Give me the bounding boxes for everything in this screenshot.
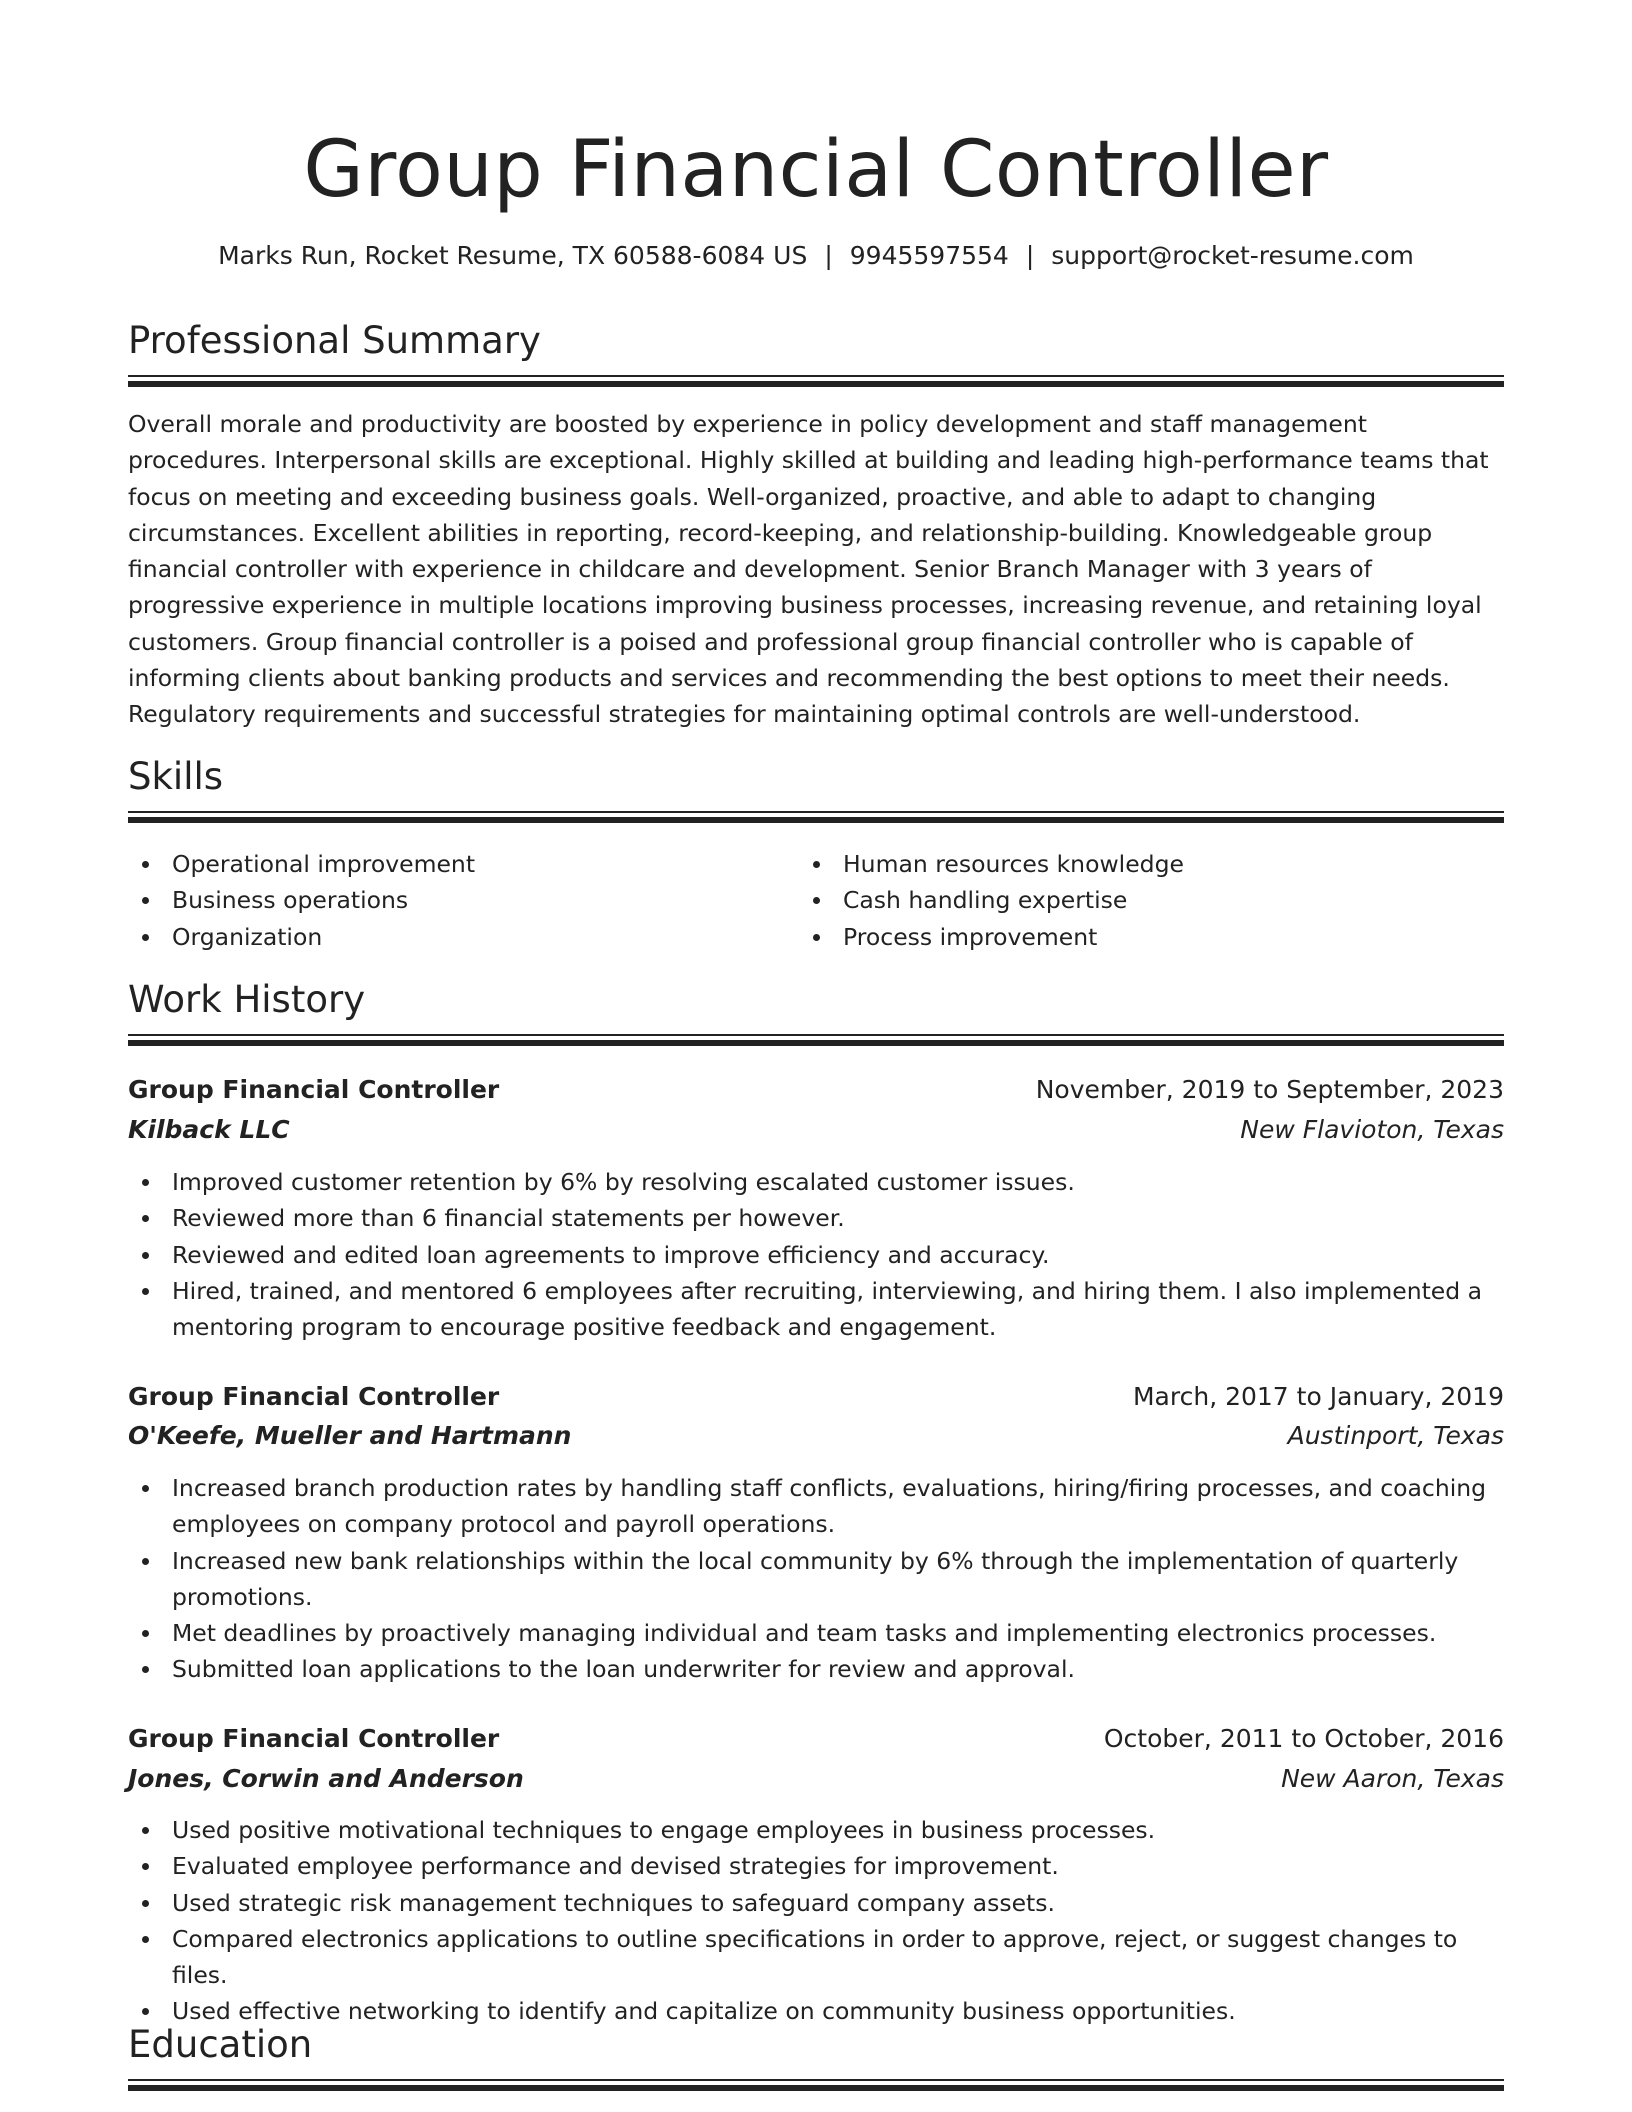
section-divider [128,2085,1504,2091]
job-bullets [128,1470,1504,1688]
section-divider [128,811,1504,813]
section-heading-work-history: Work History [128,978,366,1021]
job-bullet: Used positive motivational techniques to engage employees in business processes. [128,1812,1504,1848]
job-bullet: Met deadlines by proactively managing individual and team tasks and implementing electronics processes. [128,1615,1504,1651]
skills-list-right [799,846,1499,955]
skill-item: Cash handling expertise [799,882,1499,918]
job-company: Jones, Corwin and Anderson [128,1764,524,1793]
section-divider [128,1034,1504,1036]
skill-item: Process improvement [799,919,1499,955]
job-company: Kilback LLC [128,1115,290,1144]
section-divider [128,375,1504,377]
contact-separator: | [824,241,833,270]
section-divider [128,1040,1504,1046]
skill-item: Business operations [128,882,788,918]
skills-list-left [128,846,788,955]
job-bullet: Increased branch production rates by handling staff conflicts, evaluations, hiring/firing processes, and coaching employees on company protocol and payroll operations. [128,1470,1504,1543]
job-title: Group Financial Controller [128,1382,500,1411]
section-heading-summary: Professional Summary [128,319,541,362]
job-bullet: Reviewed and edited loan agreements to improve efficiency and accuracy. [128,1237,1504,1273]
job-bullet: Increased new bank relationships within the local community by 6% through the implementation of quarterly promotions. [128,1543,1504,1616]
job-location: New Aaron, Texas [1281,1764,1504,1793]
job-title: Group Financial Controller [128,1724,500,1753]
job-bullet: Improved customer retention by 6% by resolving escalated customer issues. [128,1164,1504,1200]
section-heading-education: Education [128,2023,313,2066]
job-dates: March, 2017 to January, 2019 [1132,1382,1504,1411]
job-bullets [128,1164,1504,1345]
skill-item: Operational improvement [128,846,788,882]
summary-text: Overall morale and productivity are boosted by experience in policy development and staff management procedures. Interpersonal skills are exceptional. Highly skilled at building and leading high-performance teams that focus on meeting and exceeding business goals. Well-organized, proactive, and able to adapt to changing circumstances. Excellent abilities in reporting, record-keeping, and relationship-building. Knowledgeable group financial controller with experience in childcare and development. Senior Branch Manager with 3 years of progressive experience in multiple locations improving business processes, increasing revenue, and retaining loyal customers. Group financial controller is a poised and professional group financial controller who is capable of informing clients about banking products and services and recommending the best options to meet their needs. Regulatory requirements and successful strategies for maintaining optimal controls are well-understood. [128,410,1489,729]
job-location: Austinport, Texas [1287,1421,1504,1450]
section-divider [128,2079,1504,2081]
resume-title: Group Financial Controller [303,125,1329,215]
contact-email[interactable]: support@rocket-resume.com [1051,241,1414,270]
job-bullet: Compared electronics applications to outline specifications in order to approve, reject, or suggest changes to files. [128,1921,1504,1994]
job-company: O'Keefe, Mueller and Hartmann [128,1421,572,1450]
job-location: New Flavioton, Texas [1240,1115,1504,1144]
job-bullet: Used effective networking to identify and capitalize on community business opportunities. [128,1993,1504,2029]
job-bullet: Submitted loan applications to the loan underwriter for review and approval. [128,1651,1504,1687]
section-divider [128,817,1504,823]
contact-line [128,238,1504,274]
job-bullets [128,1812,1504,2030]
skill-item: Human resources knowledge [799,846,1499,882]
section-heading-skills: Skills [128,755,224,798]
job-dates: November, 2019 to September, 2023 [1035,1075,1504,1104]
contact-phone[interactable]: 9945597554 [849,241,1009,270]
job-dates: October, 2011 to October, 2016 [1103,1724,1504,1753]
job-title: Group Financial Controller [128,1075,500,1104]
job-bullet: Used strategic risk management techniques to safeguard company assets. [128,1885,1504,1921]
section-divider [128,381,1504,387]
contact-address: Marks Run, Rocket Resume, TX 60588-6084 US [218,241,808,270]
job-bullet: Evaluated employee performance and devised strategies for improvement. [128,1848,1504,1884]
skill-item: Organization [128,919,788,955]
job-bullet: Hired, trained, and mentored 6 employees after recruiting, interviewing, and hiring them. I also implemented a mentoring program to encourage positive feedback and engagement. [128,1273,1504,1346]
job-bullet: Reviewed more than 6 financial statements per however. [128,1200,1504,1236]
contact-separator: | [1025,241,1035,270]
